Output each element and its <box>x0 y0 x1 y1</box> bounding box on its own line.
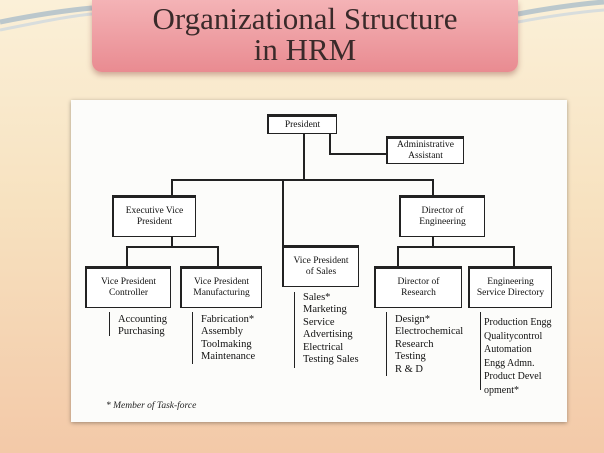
list-item: Electrochemical <box>395 326 464 338</box>
evp-label-1: Executive Vice <box>125 206 184 216</box>
engineering-list <box>484 316 552 397</box>
list-item: Testing <box>395 351 426 363</box>
connector-line <box>217 246 219 266</box>
connector-line <box>329 133 331 154</box>
list-item: Marketing <box>303 304 347 316</box>
connector-line <box>126 246 218 248</box>
sales-list <box>303 292 359 366</box>
vp-controller-box <box>85 266 171 308</box>
list-bracket <box>386 312 387 376</box>
title-line-1: Organizational Structure <box>152 1 458 36</box>
list-bracket <box>109 312 110 336</box>
president-label: President <box>284 119 321 130</box>
engineering-service-box <box>468 266 552 308</box>
list-item: R & D <box>395 363 424 375</box>
list-item: Accounting <box>118 314 167 325</box>
connector-line <box>513 246 515 266</box>
list-bracket <box>480 312 481 390</box>
connector-line <box>397 246 514 248</box>
list-item: Advertising <box>303 329 353 341</box>
list-bracket <box>192 312 193 364</box>
vp-sales-label-2: of Sales <box>305 267 337 277</box>
dir-research-label-2: Research <box>401 288 436 298</box>
admin-label-1: Administrative <box>397 140 454 150</box>
connector-line <box>126 246 128 266</box>
list-item: Design* <box>395 314 430 325</box>
director-research-box <box>374 266 462 308</box>
list-item: Product Devel <box>484 371 542 382</box>
footnote: * Member of Task-force <box>106 401 197 411</box>
connector-line <box>303 133 305 179</box>
executive-vp-box <box>112 195 196 237</box>
list-item: Fabrication* <box>201 314 255 325</box>
connector-line <box>432 179 434 196</box>
vp-controller-label-2: Controller <box>108 288 149 298</box>
list-item: Electrical <box>303 341 344 353</box>
list-item: Sales* <box>303 292 331 303</box>
vp-sales-label-1: Vice President <box>293 256 349 266</box>
evp-label-2: President <box>136 217 173 227</box>
list-item: Toolmaking <box>201 338 252 350</box>
eng-service-label-1: Engineering <box>487 277 534 287</box>
list-item: Qualitycontrol <box>484 330 543 342</box>
list-item: Engg Admn. <box>484 357 535 369</box>
title-line-2: in HRM <box>253 32 357 67</box>
org-chart <box>71 100 567 422</box>
list-item: Research <box>395 338 434 350</box>
administrative-assistant-box <box>386 136 464 164</box>
dir-research-label-1: Director of <box>397 277 440 287</box>
connector-line <box>171 179 173 196</box>
list-item: Service <box>303 316 335 328</box>
connector-line <box>329 153 387 155</box>
controller-list <box>118 314 167 339</box>
research-list <box>395 314 463 376</box>
president-box <box>267 114 337 134</box>
vp-manufacturing-label-1: Vice President <box>193 277 250 287</box>
vp-sales-box <box>282 245 359 287</box>
vp-manufacturing-box <box>180 266 262 308</box>
list-item: Production Engg <box>484 317 552 328</box>
connector-line <box>171 179 433 181</box>
dir-eng-label-2: Engineering <box>419 217 466 227</box>
list-bracket <box>294 292 295 368</box>
list-item: Testing Sales <box>303 354 359 366</box>
admin-label-2: Assistant <box>408 151 443 161</box>
connector-line <box>397 246 399 266</box>
connector-line <box>282 181 284 245</box>
list-item: Automation <box>484 344 532 355</box>
vp-controller-label-1: Vice President <box>100 277 157 287</box>
list-item: Assembly <box>201 326 243 338</box>
dir-eng-label-1: Director of <box>421 206 464 216</box>
list-item: Purchasing <box>118 326 165 338</box>
director-engineering-box <box>399 195 485 237</box>
list-item: Maintenance <box>201 351 256 363</box>
manufacturing-list <box>201 314 255 364</box>
list-item: opment* <box>484 384 519 396</box>
vp-manufacturing-label-2: Manufacturing <box>193 288 250 298</box>
eng-service-label-2: Service Directory <box>476 288 545 298</box>
slide-title <box>92 0 518 72</box>
